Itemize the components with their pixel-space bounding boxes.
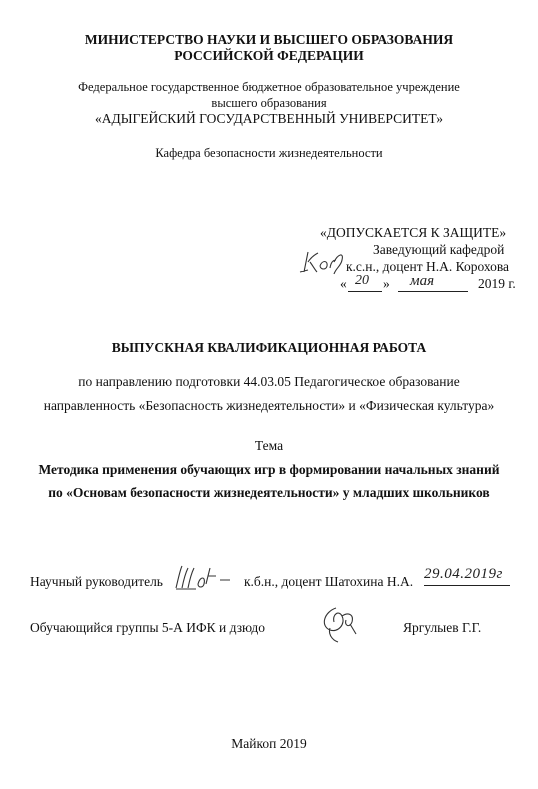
supervisor-date-line bbox=[424, 585, 510, 586]
student-name: Яргулыев Г.Г. bbox=[403, 620, 482, 635]
student-signature bbox=[316, 604, 360, 646]
student-label: Обучающийся группы 5-А ИФК и дзюдо bbox=[30, 620, 266, 635]
supervisor-signature bbox=[172, 562, 236, 592]
date-month: мая bbox=[410, 273, 435, 289]
date-day: 20 bbox=[355, 273, 369, 288]
date-close-quote: » bbox=[383, 276, 390, 291]
institution-line-3: «АДЫГЕЙСКИЙ ГОСУДАРСТВЕННЫЙ УНИВЕРСИТЕТ» bbox=[95, 111, 443, 126]
supervisor-date: 29.04.2019г bbox=[424, 566, 503, 582]
approval-admitted: «ДОПУСКАЕТСЯ К ЗАЩИТЕ» bbox=[320, 225, 507, 240]
institution-line-1: Федеральное государственное бюджетное образовательное учреждение bbox=[78, 80, 460, 94]
approval-name: к.с.н., доцент Н.А. Корохова bbox=[346, 259, 510, 274]
student-signature-drawing bbox=[316, 604, 360, 646]
date-day-line bbox=[348, 291, 382, 292]
supervisor-label: Научный руководитель bbox=[30, 574, 163, 589]
date-month-line bbox=[398, 291, 468, 292]
department: Кафедра безопасности жизнедеятельности bbox=[155, 146, 383, 160]
work-title: ВЫПУСКНАЯ КВАЛИФИКАЦИОННАЯ РАБОТА bbox=[111, 340, 427, 355]
topic-label: Тема bbox=[254, 438, 284, 453]
head-signature bbox=[298, 248, 352, 276]
direction-line-2: направленность «Безопасность жизнедеятельности» и «Физическая культура» bbox=[43, 398, 495, 413]
ministry-line-1: МИНИСТЕРСТВО НАУКИ И ВЫСШЕГО ОБРАЗОВАНИЯ bbox=[84, 32, 454, 47]
city-year: Майкоп 2019 bbox=[231, 736, 307, 751]
ministry-line-2: РОССИЙСКОЙ ФЕДЕРАЦИИ bbox=[174, 48, 364, 63]
topic-line-2: по «Основам безопасности жизнедеятельности» у младших школьников bbox=[48, 485, 490, 500]
institution-line-2: высшего образования bbox=[211, 96, 327, 110]
supervisor-signature-drawing bbox=[172, 562, 236, 592]
date-open-quote: « bbox=[340, 276, 347, 291]
topic-line-1: Методика применения обучающих игр в формировании начальных знаний bbox=[38, 462, 500, 477]
direction-line-1: по направлению подготовки 44.03.05 Педагогическое образование bbox=[78, 374, 460, 389]
approval-role: Заведующий кафедрой bbox=[373, 242, 505, 257]
head-signature-drawing bbox=[298, 248, 352, 276]
date-year: 2019 г. bbox=[478, 276, 516, 291]
supervisor-details: к.б.н., доцент Шатохина Н.А. bbox=[244, 574, 414, 589]
